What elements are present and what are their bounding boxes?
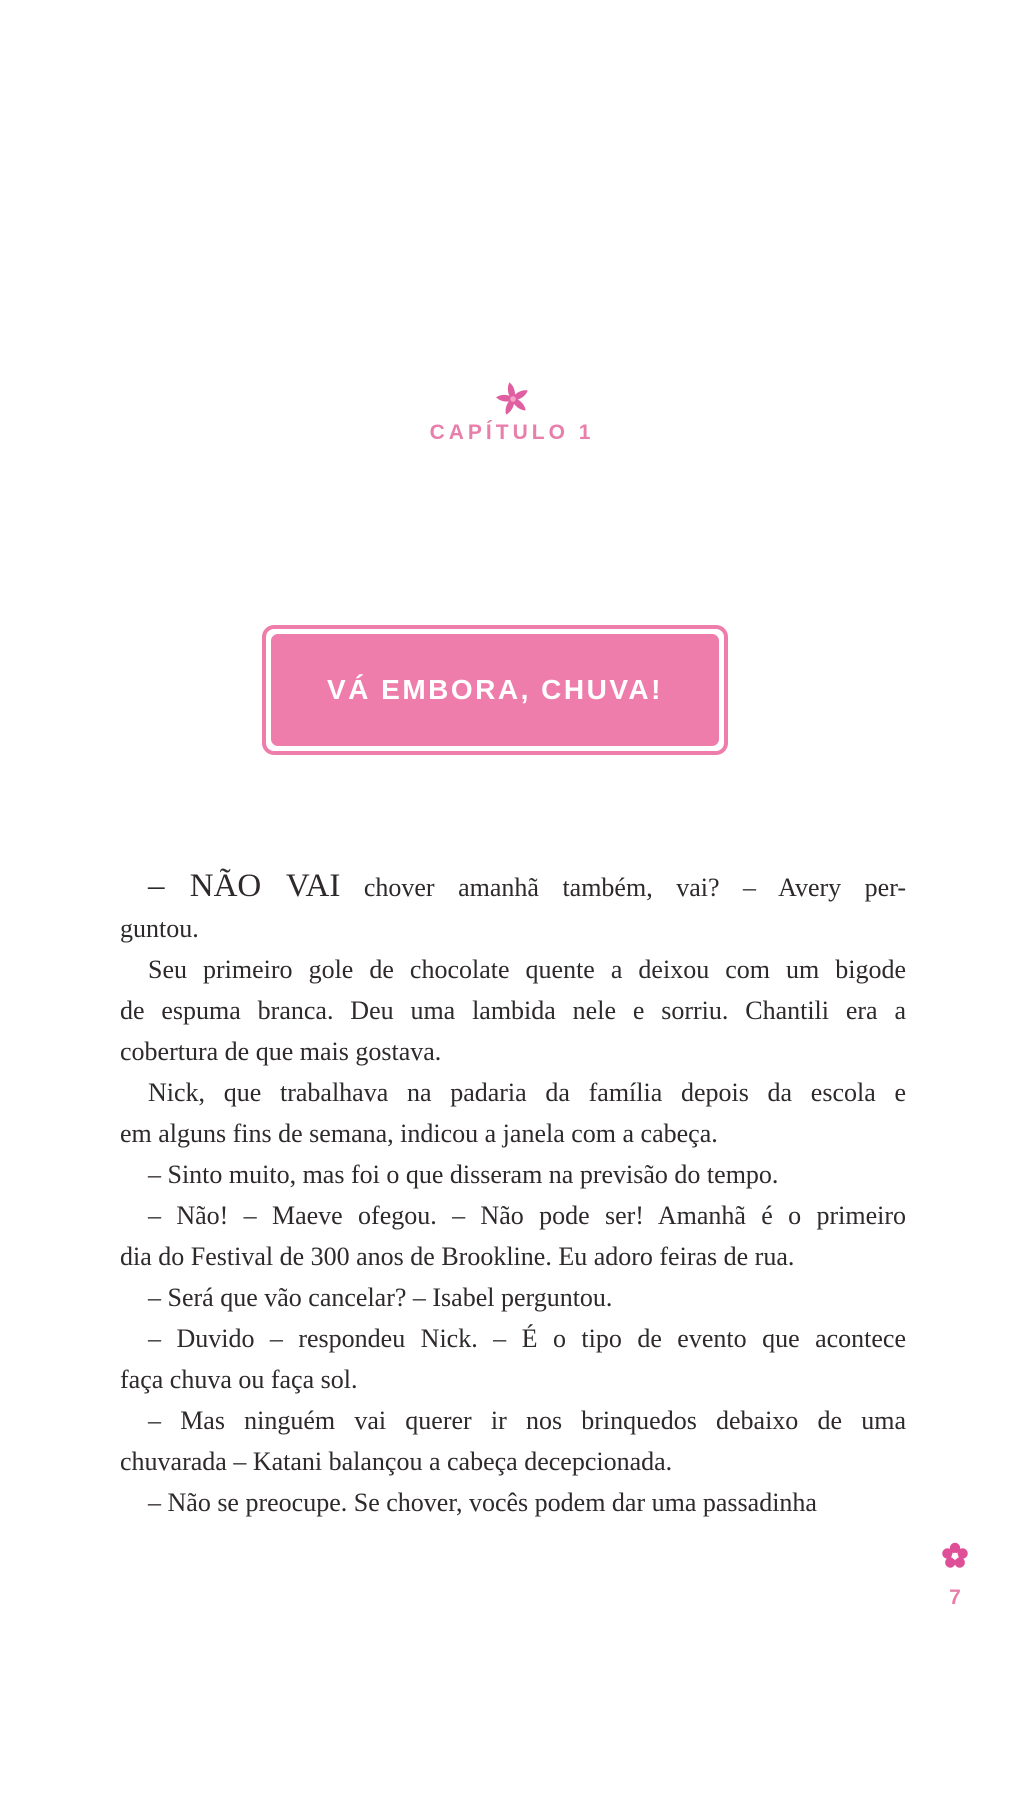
paragraph bbox=[120, 1072, 906, 1154]
paragraph bbox=[120, 1195, 906, 1277]
text-line: – Será que vão cancelar? – Isabel perguntou. bbox=[148, 1283, 613, 1312]
text-line: Nick, que trabalhava na padaria da família depois da escola e bbox=[148, 1078, 906, 1107]
paragraph bbox=[120, 1482, 906, 1523]
text-line: chuvarada – Katani balançou a cabeça decepcionada. bbox=[120, 1447, 673, 1476]
paragraph bbox=[120, 866, 906, 949]
paragraph bbox=[120, 1154, 906, 1195]
text-line: – Duvido – respondeu Nick. – É o tipo de evento que acontece bbox=[148, 1324, 906, 1353]
text-line: – Não! – Maeve ofegou. – Não pode ser! Amanhã é o primeiro bbox=[148, 1201, 906, 1230]
star-flower-icon bbox=[494, 380, 532, 418]
page-number: 7 bbox=[949, 1586, 961, 1609]
text-line: cobertura de que mais gostava. bbox=[120, 1037, 442, 1066]
paragraph bbox=[120, 1277, 906, 1318]
text-line: dia do Festival de 300 anos de Brookline. Eu adoro feiras de rua. bbox=[120, 1242, 795, 1271]
chapter-title-box-inner bbox=[271, 634, 719, 746]
round-flower-icon bbox=[941, 1542, 969, 1570]
text-line: – Não se preocupe. Se chover, vocês podem dar uma passadinha bbox=[148, 1488, 817, 1517]
body-text bbox=[120, 866, 906, 1523]
paragraph-lead: – NÃO VAI bbox=[148, 868, 341, 904]
text-line: Seu primeiro gole de chocolate quente a deixou com um bigode bbox=[148, 955, 906, 984]
chapter-title: VÁ EMBORA, CHUVA! bbox=[327, 674, 663, 705]
text-line: em alguns fins de semana, indicou a janela com a cabeça. bbox=[120, 1119, 718, 1148]
paragraph bbox=[120, 1400, 906, 1482]
chapter-title-box bbox=[262, 625, 728, 755]
text-line: – NÃO VAI chover amanhã também, vai? – Avery per- bbox=[148, 868, 906, 904]
text-line: de espuma branca. Deu uma lambida nele e sorriu. Chantili era a bbox=[120, 996, 906, 1025]
chapter-label: CAPÍTULO 1 bbox=[429, 421, 595, 444]
paragraph bbox=[120, 1318, 906, 1400]
text-line: guntou. bbox=[120, 914, 199, 943]
text-line: faça chuva ou faça sol. bbox=[120, 1365, 358, 1394]
text-line: – Sinto muito, mas foi o que disseram na previsão do tempo. bbox=[148, 1160, 779, 1189]
paragraph bbox=[120, 949, 906, 1072]
text-line: – Mas ninguém vai querer ir nos brinquedos debaixo de uma bbox=[148, 1406, 906, 1435]
